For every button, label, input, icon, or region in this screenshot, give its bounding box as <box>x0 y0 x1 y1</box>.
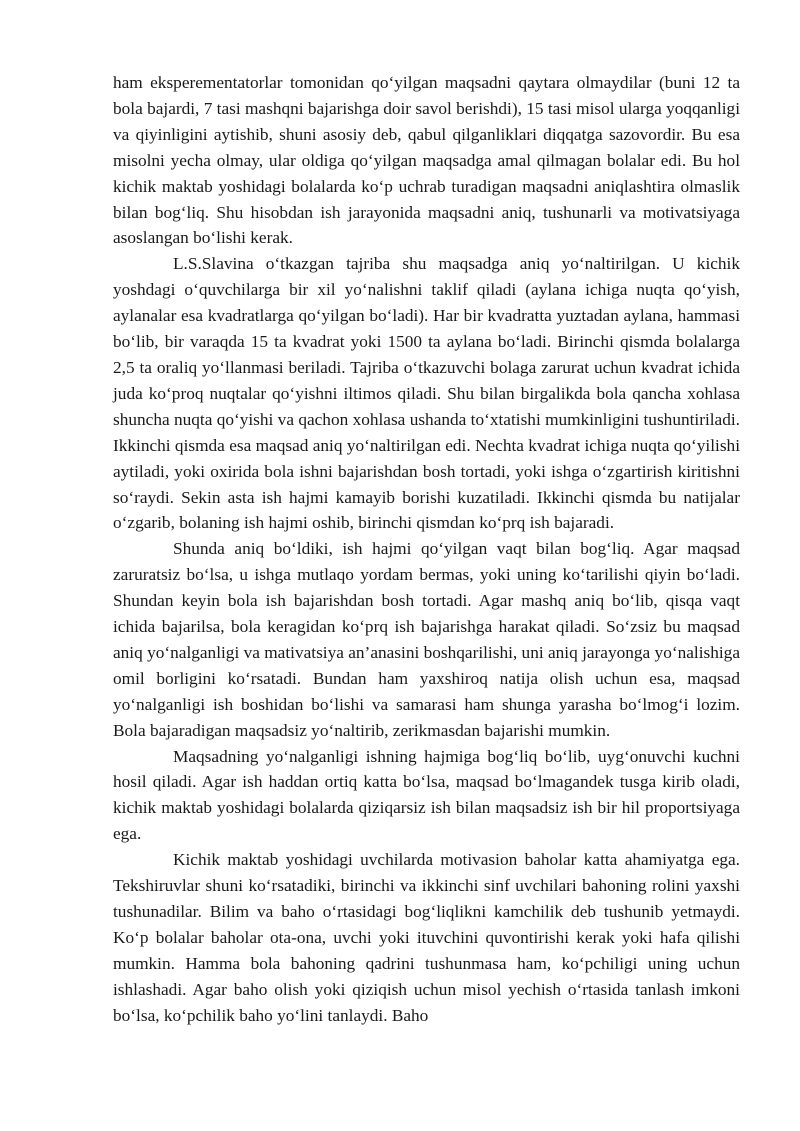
paragraph-work-volume: Shunda aniq bo‘ldiki, ish hajmi qo‘yilgan vaqt bilan bog‘liq. Agar maqsad zaruratsiz bo‘lsa, u ishga mutlaqo yordam bermas, yoki uning ko‘tarilishi qiyin bo‘ladi. Shundan keyin bola ish bajarishdan bosh tortadi. Agar mashq aniq bo‘lib, qisqa vaqt ichida bajarilsa, bola keragidan ko‘prq ish bajarishga harakat qiladi. So‘zsiz bu maqsad aniq yo‘nalganligi va mativatsiya an’anasini boshqarilishi, uni aniq jarayonga yo‘nalishiga omil borligini ko‘rsatadi. Bundan ham yaxshiroq natija olish uchun esa, maqsad yo‘nalganligi ish boshidan bo‘lishi va samarasi ham shunga yarasha bo‘lmog‘i lozim. Bola bajaradigan maqsadsiz yo‘naltirib, zerikmasdan bajarishi mumkin. <box>113 539 740 740</box>
document-page <box>113 70 740 1029</box>
paragraph-motivational-grades: Kichik maktab yoshidagi uvchilarda motivasion baholar katta ahamiyatga ega. Tekshiruvlar shuni ko‘rsatadiki, birinchi va ikkinchi sinf uvchilari bahoning rolini yaxshi tushunadilar. Bilim va baho o‘rtasidagi bog‘liqlikni kamchilik deb tushunib yetmaydi. Ko‘p bolalar baholar ota-ona, uvchi yoki ituvchini quvontirishi kerak yoki hafa qilishi mumkin. Hamma bola bahoning qadrini tushunmasa ham, ko‘pchiligi uning uchun ishlashadi. Agar baho olish yoki qiziqish uchun misol yechish o‘rtasida tanlash imkoni bo‘lsa, ko‘pchilik baho yo‘lini tanlaydi. Baho <box>113 850 740 1025</box>
paragraph-goal-direction: Maqsadning yo‘nalganligi ishning hajmiga bog‘liq bo‘lib, uyg‘onuvchi kuchni hosil qiladi. Agar ish haddan ortiq katta bo‘lsa, maqsad bo‘lmagandek tusga kirib oladi, kichik maktab yoshidagi bolalarda qiziqarsiz ish bilan maqsadsiz ish bir hil proportsiyaga ega. <box>113 746 740 844</box>
paragraph-continuation: ham eksperementatorlar tomonidan qo‘yilgan maqsadni qaytara olmaydilar (buni 12 ta bola bajardi, 7 tasi mashqni bajarishga doir savol berishdi), 15 tasi misol ularga yoqqanligi va qiyinligini aytishib, shuni asosiy deb, qabul qilganliklari diqqatga sazovordir. Bu esa misolni yecha olmay, ular oldiga qo‘yilgan maqsadga amal qilmagan bolalar edi. Bu hol kichik maktab yoshidagi bolalarda ko‘p uchrab turadigan maqsadni aniqlashtira olmaslik bilan bog‘liq. Shu hisobdan ish jarayonida maqsadni aniq, tushunarli va motivatsiyaga asoslangan bo‘lishi kerak. <box>113 73 740 248</box>
paragraph-slavina-experiment: L.S.Slavina o‘tkazgan tajriba shu maqsadga aniq yo‘naltirilgan. U kichik yoshdagi o‘quvchilarga bir xil yo‘nalishni taklif qiladi (aylana ichiga nuqta qo‘yish, aylanalar esa kvadratlarga qo‘yilgan bo‘ladi). Har bir kvadratta yuztadan aylana, hammasi bo‘lib, bir varaqda 15 ta kvadrat yoki 1500 ta aylana bo‘ladi. Birinchi qismda bolalarga 2,5 ta oraliq yo‘llanmasi beriladi. Tajriba o‘tkazuvchi bolaga zarurat uchun kvadrat ichida juda ko‘proq nuqtalar qo‘yishni iltimos qiladi. Shu bilan birgalikda bola qancha xohlasa shuncha nuqta qo‘yishi va qachon xohlasa ushanda to‘xtatishi mumkinligini tushuntiriladi. Ikkinchi qismda esa maqsad aniq yo‘naltirilgan edi. Nechta kvadrat ichiga nuqta qo‘yilishi aytiladi, yoki oxirida bola ishni bajarishdan bosh tortadi, yoki ishga o‘zgartirish kiritishni so‘raydi. Sekin asta ish hajmi kamayib borishi kuzatiladi. Ikkinchi qismda bu natijalar o‘zgarib, bolaning ish hajmi oshib, birinchi qismdan ko‘prq ish bajaradi. <box>113 254 740 533</box>
